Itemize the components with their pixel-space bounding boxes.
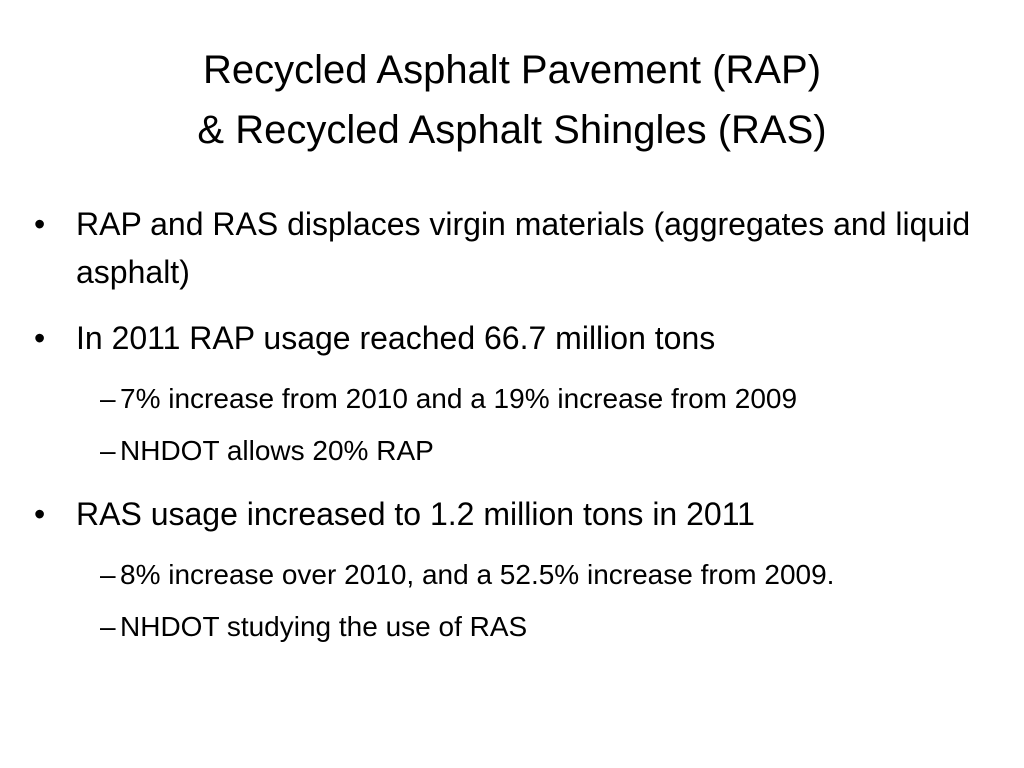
bullet-item (34, 314, 1006, 362)
dash-icon: – (100, 559, 116, 590)
sub-bullet-text: NHDOT studying the use of RAS (120, 611, 528, 642)
bullet-item (34, 200, 1006, 296)
sub-bullet-item (34, 554, 1006, 596)
bullet-dot-icon: • (34, 496, 46, 532)
bullet-text: In 2011 RAP usage reached 66.7 million tons (76, 320, 716, 356)
sub-bullet-text: NHDOT allows 20% RAP (120, 435, 434, 466)
dash-icon: – (100, 435, 116, 466)
sub-bullet-item (34, 606, 1006, 648)
bullet-dot-icon: • (34, 206, 46, 242)
bullet-dot-icon: • (34, 320, 46, 356)
dash-icon: – (100, 611, 116, 642)
dash-icon: – (100, 383, 116, 414)
sub-bullet-text: 8% increase over 2010, and a 52.5% increase from 2009. (120, 559, 835, 590)
sub-bullet-item (34, 378, 1006, 420)
sub-bullet-item (34, 430, 1006, 472)
title-line-2: & Recycled Asphalt Shingles (RAS) (197, 108, 827, 152)
bullet-item (34, 490, 1006, 538)
title-line-1: Recycled Asphalt Pavement (RAP) (202, 48, 822, 92)
slide-title (0, 40, 1024, 160)
bullet-text: RAP and RAS displaces virgin materials (aggregates and liquid asphalt) (76, 206, 971, 290)
bullet-list (34, 200, 1006, 660)
bullet-text: RAS usage increased to 1.2 million tons in 2011 (76, 496, 755, 532)
sub-bullet-text: 7% increase from 2010 and a 19% increase from 2009 (120, 383, 798, 414)
